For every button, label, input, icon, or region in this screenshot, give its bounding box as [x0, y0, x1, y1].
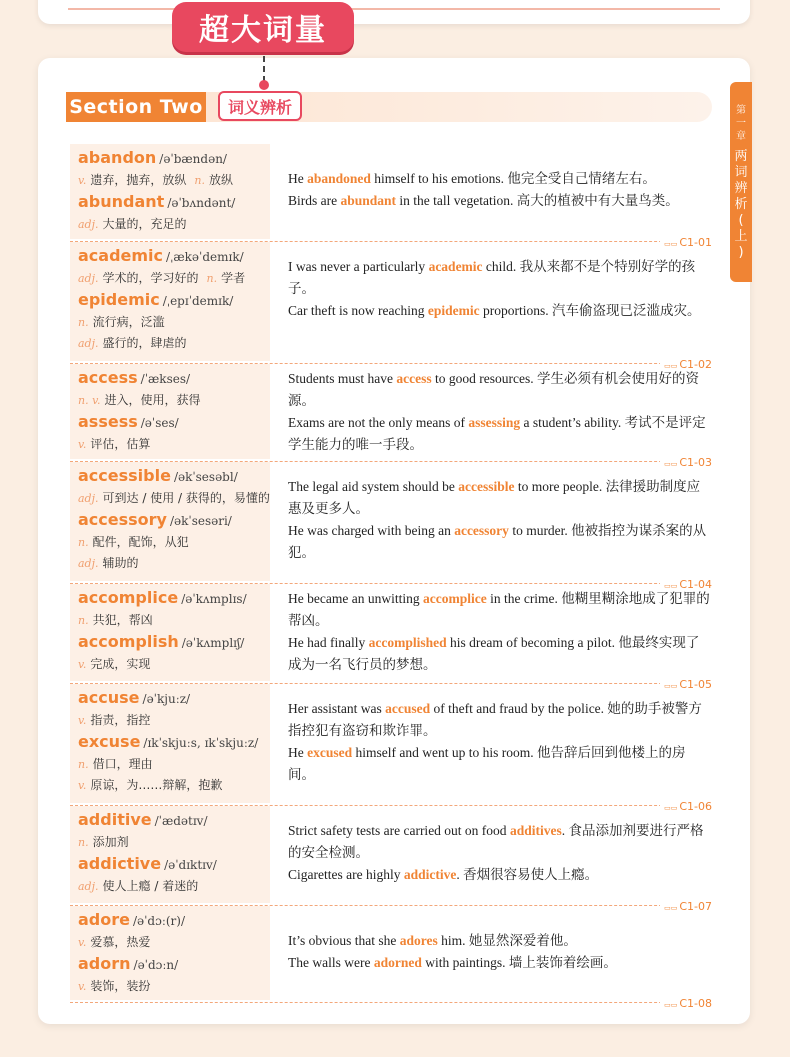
sentence-text: Students must have	[288, 371, 397, 386]
example-sentence	[288, 588, 710, 632]
part-of-speech: v.	[78, 980, 87, 993]
audio-code-label: C1-03	[679, 456, 712, 469]
part-of-speech: adj.	[78, 492, 99, 505]
definition	[78, 391, 201, 408]
chapter-char: 章	[736, 131, 746, 142]
audio-code-label: C1-02	[679, 358, 712, 371]
definition	[78, 533, 232, 550]
phonetic: /ˌækəˈdemɪk/	[166, 250, 244, 264]
sentence-text: He was charged with being an	[288, 523, 455, 538]
part-of-speech: adj.	[78, 218, 99, 231]
sentence-text: . 食品添加剂要进行严格的安全检测。	[288, 823, 704, 860]
word-entry	[78, 910, 185, 950]
highlighted-word: additives	[509, 823, 562, 838]
example-sentence	[288, 412, 710, 456]
word-head	[78, 854, 217, 873]
meaning: 使人上瘾 / 着迷的	[102, 879, 199, 893]
chapter-number	[736, 104, 746, 143]
sentence-text: He had finally	[288, 635, 369, 650]
meaning: 学者	[221, 271, 246, 285]
part-of-speech: adj.	[78, 557, 99, 570]
highlighted-word: accused	[385, 701, 431, 716]
word-entry	[78, 368, 201, 408]
sentence-text: his dream of becoming a pilot. 他最终实现了成为一名飞行员的梦想。	[288, 635, 700, 672]
phonetic: /əkˈsesəri/	[169, 514, 232, 528]
chapter-title-char: 上	[734, 229, 748, 244]
sentence-text: himself to his emotions. 他完全受自己情绪左右。	[370, 171, 656, 186]
word-entry	[78, 246, 245, 286]
example-sentence	[288, 930, 710, 952]
highlighted-word: accomplice	[422, 591, 487, 606]
word-entry	[78, 466, 270, 506]
word-entry	[78, 588, 247, 628]
audio-code-label: C1-07	[679, 900, 712, 913]
audio-icon: ▭▭	[664, 1001, 678, 1009]
example-sentence	[288, 256, 710, 300]
sentence-text: in the crime. 他糊里糊涂地成了犯罪的帮凶。	[288, 591, 710, 628]
divider	[68, 8, 720, 10]
definition	[78, 776, 258, 793]
highlighted-word: accessory	[454, 523, 509, 538]
audio-icon: ▭▭	[664, 682, 678, 690]
definition	[78, 655, 244, 672]
highlighted-word: abundant	[340, 193, 397, 208]
phonetic: /əˈkʌmplɪs/	[181, 592, 247, 606]
chapter-title-char: (	[738, 213, 744, 228]
sentence-text: with paintings. 墙上装饰着绘画。	[421, 955, 617, 970]
chapter-title	[734, 149, 747, 261]
meaning: 可到达 / 使用 / 获得的，易懂的	[102, 491, 270, 505]
highlighted-word: adores	[399, 933, 438, 948]
entry-row	[70, 462, 712, 591]
phonetic: /əˈbʌndənt/	[167, 196, 236, 210]
meaning: 辅助的	[102, 556, 139, 570]
audio-code-label: C1-01	[679, 236, 712, 249]
headword[interactable]: accessory	[78, 510, 167, 529]
highlighted-word: academic	[428, 259, 483, 274]
meaning: 共犯，帮凶	[92, 613, 153, 627]
example-sentences	[288, 820, 710, 886]
highlighted-word: access	[396, 371, 432, 386]
part-of-speech: n.	[206, 272, 218, 285]
word-entry	[78, 412, 179, 452]
phonetic: /ˌepɪˈdemɪk/	[162, 294, 234, 308]
word-head	[78, 192, 235, 211]
part-of-speech: adj.	[78, 880, 99, 893]
phonetic: /əˈses/	[140, 416, 179, 430]
word-head	[78, 368, 201, 387]
word-entry	[78, 810, 208, 850]
part-of-speech: n.	[78, 758, 89, 771]
sentence-text: Exams are not the only means of	[288, 415, 469, 430]
sentence-text: of theft and fraud by the police. 她的助手被警方指控犯有盗窃和欺诈罪。	[288, 701, 702, 738]
meaning: 进入，使用，获得	[104, 393, 201, 407]
audio-code[interactable]	[660, 997, 712, 1010]
highlighted-word: accomplished	[368, 635, 447, 650]
word-entry	[78, 510, 232, 571]
meaning: 配件，配饰，从犯	[92, 535, 189, 549]
example-sentence	[288, 820, 710, 864]
meaning: 装饰，装扮	[90, 979, 151, 993]
sentence-text: He became an unwitting	[288, 591, 423, 606]
meaning: 遗弃，抛弃，放纵	[90, 173, 187, 187]
example-sentences	[288, 698, 710, 786]
sentence-text: to murder. 他被指控为谋杀案的从犯。	[288, 523, 707, 560]
example-sentences	[288, 930, 710, 974]
entry-row	[70, 364, 712, 469]
part-of-speech: v.	[78, 936, 87, 949]
audio-code-label: C1-04	[679, 578, 712, 591]
meaning: 放纵	[209, 173, 234, 187]
headword[interactable]: accuse	[78, 688, 140, 707]
sentence-text: himself and went up to his room. 他告辞后回到他楼上的房间。	[288, 745, 686, 782]
definition	[78, 269, 245, 286]
previous-card	[38, 0, 750, 24]
audio-icon: ▭▭	[664, 582, 678, 590]
part-of-speech: v.	[78, 658, 87, 671]
entry-row	[70, 684, 712, 813]
word-head	[78, 688, 190, 707]
chapter-char: 第	[736, 105, 746, 116]
phonetic: /əˈdɔː(r)/	[132, 914, 186, 928]
audio-icon: ▭▭	[664, 240, 678, 248]
sentence-text: to good resources. 学生必须有机会使用好的资源。	[288, 371, 699, 408]
sentence-text: He	[288, 745, 308, 760]
sentence-text: The legal aid system should be	[288, 479, 459, 494]
meaning: 学术的，学习好的	[102, 271, 199, 285]
sentence-text: He	[288, 171, 308, 186]
word-head	[78, 412, 179, 431]
badge-connector	[263, 56, 265, 82]
headword[interactable]: academic	[78, 246, 164, 265]
example-sentence	[288, 864, 710, 886]
audio-icon: ▭▭	[664, 460, 678, 468]
word-head	[78, 588, 247, 607]
definition	[78, 554, 232, 571]
definition	[78, 171, 233, 188]
chapter-title-char: 析	[734, 197, 748, 212]
audio-icon: ▭▭	[664, 804, 678, 812]
word-entry	[78, 632, 244, 672]
sentence-text: It’s obvious that she	[288, 933, 400, 948]
headword[interactable]: accomplice	[78, 588, 179, 607]
meaning: 完成，实现	[90, 657, 151, 671]
headword[interactable]: abandon	[78, 148, 157, 167]
entry-row	[70, 906, 712, 1010]
entry-row	[70, 242, 712, 371]
example-sentence	[288, 520, 710, 564]
part-of-speech: adj.	[78, 272, 99, 285]
example-sentence	[288, 632, 710, 676]
part-of-speech: v.	[78, 714, 87, 727]
sentence-text: proportions. 汽车偷盗现已泛滥成灾。	[479, 303, 701, 318]
highlighted-word: excused	[307, 745, 353, 760]
phonetic: /əˈdɔːn/	[133, 958, 179, 972]
highlighted-word: accessible	[458, 479, 515, 494]
headword[interactable]: accomplish	[78, 632, 179, 651]
meaning: 指责，指控	[90, 713, 151, 727]
example-sentences	[288, 368, 710, 456]
example-sentences	[288, 168, 710, 212]
meaning: 评估，估算	[90, 437, 151, 451]
sentence-text: a student’s ability. 考试不是评定学生能力的唯一手段。	[288, 415, 706, 452]
sentence-text: Her assistant was	[288, 701, 386, 716]
phonetic: /ˈækses/	[140, 372, 191, 386]
example-sentence	[288, 190, 710, 212]
headword[interactable]: additive	[78, 810, 152, 829]
meaning: 添加剂	[92, 835, 129, 849]
audio-code-label: C1-08	[679, 997, 712, 1010]
part-of-speech: n.	[194, 174, 206, 187]
definition	[78, 711, 190, 728]
example-sentence	[288, 742, 710, 786]
word-entry	[78, 732, 258, 793]
example-sentence	[288, 952, 710, 974]
sentence-text: The walls were	[288, 955, 374, 970]
part-of-speech: v.	[78, 438, 87, 451]
meaning: 大量的，充足的	[102, 217, 187, 231]
headword[interactable]: excuse	[78, 732, 141, 751]
definition	[78, 611, 247, 628]
audio-icon: ▭▭	[664, 904, 678, 912]
highlighted-word: assessing	[468, 415, 521, 430]
definition	[78, 489, 270, 506]
phonetic: /ɪkˈskjuːs, ɪkˈskjuːz/	[143, 736, 259, 750]
word-head	[78, 810, 208, 829]
definition	[78, 933, 185, 950]
sentence-text: Strict safety tests are carried out on food	[288, 823, 510, 838]
part-of-speech: n.	[78, 316, 89, 329]
sentence-text: . 香烟很容易使人上瘾。	[456, 867, 599, 882]
word-head	[78, 954, 178, 973]
example-sentences	[288, 588, 710, 676]
headword[interactable]: addictive	[78, 854, 162, 873]
sentence-text: to more people. 法律援助制度应惠及更多人。	[288, 479, 701, 516]
chapter-title-char: 词	[734, 165, 748, 180]
headword[interactable]: epidemic	[78, 290, 160, 309]
word-entry	[78, 148, 233, 188]
meaning: 原谅，为……辩解，抱歉	[90, 778, 223, 792]
part-of-speech: adj.	[78, 337, 99, 350]
definition	[78, 334, 233, 351]
word-entry	[78, 688, 190, 728]
word-head	[78, 732, 258, 751]
chapter-side-tab[interactable]	[730, 82, 752, 282]
word-head	[78, 290, 233, 309]
section-label: Section Two	[66, 92, 206, 122]
part-of-speech: n.	[78, 614, 89, 627]
highlighted-word: adorned	[373, 955, 422, 970]
example-sentence	[288, 168, 710, 190]
meaning: 爱慕，热爱	[90, 935, 151, 949]
word-head	[78, 246, 245, 265]
headword[interactable]: abundant	[78, 192, 165, 211]
example-sentence	[288, 476, 710, 520]
part-of-speech: n.	[78, 836, 89, 849]
entry-row	[70, 144, 712, 249]
example-sentence	[288, 368, 710, 412]
meaning: 盛行的，肆虐的	[102, 336, 187, 350]
section-subtitle: 词义辨析	[218, 91, 302, 121]
sentence-text: child. 我从来都不是个特别好学的孩子。	[288, 259, 696, 296]
audio-code-label: C1-06	[679, 800, 712, 813]
definition	[78, 833, 208, 850]
headword[interactable]: accessible	[78, 466, 171, 485]
phonetic: /əˈkʌmplɪʃ/	[181, 636, 245, 650]
example-sentence	[288, 698, 710, 742]
word-head	[78, 466, 270, 485]
sentence-text: Car theft is now reaching	[288, 303, 428, 318]
definition	[78, 313, 233, 330]
example-sentences	[288, 476, 710, 564]
word-head	[78, 148, 233, 167]
phonetic: /əkˈsesəbl/	[173, 470, 238, 484]
part-of-speech: n.	[78, 536, 89, 549]
word-entry	[78, 854, 217, 894]
definition	[78, 435, 179, 452]
part-of-speech: v.	[78, 174, 87, 187]
phonetic: /əˈbændən/	[159, 152, 227, 166]
sentence-text: I was never a particularly	[288, 259, 429, 274]
phonetic: /əˈdɪktɪv/	[164, 858, 217, 872]
word-entry	[78, 192, 235, 232]
sentence-text: him. 她显然深爱着他。	[437, 933, 577, 948]
chapter-char: 一	[736, 118, 746, 129]
definition	[78, 215, 235, 232]
part-of-speech: n. v.	[78, 394, 101, 407]
definition	[78, 977, 178, 994]
chapter-title-char: 两	[734, 149, 748, 164]
highlighted-word: abandoned	[307, 171, 371, 186]
chapter-title-char: 辨	[734, 181, 748, 196]
sentence-text: Birds are	[288, 193, 341, 208]
phonetic: /əˈkjuːz/	[142, 692, 191, 706]
entry-row	[70, 584, 712, 691]
meaning: 借口，理由	[92, 757, 153, 771]
sentence-text: Cigarettes are highly	[288, 867, 404, 882]
meaning: 流行病，泛滥	[92, 315, 165, 329]
highlighted-word: addictive	[403, 867, 457, 882]
audio-code-label: C1-05	[679, 678, 712, 691]
phonetic: /ˈædətɪv/	[154, 814, 208, 828]
chapter-title-char: )	[738, 245, 744, 260]
definition	[78, 877, 217, 894]
entry-row	[70, 806, 712, 913]
word-entry	[78, 954, 178, 994]
vocab-badge: 超大词量	[172, 2, 354, 52]
part-of-speech: v.	[78, 779, 87, 792]
word-entry	[78, 290, 233, 351]
badge-dot	[259, 80, 269, 90]
headword[interactable]: adore	[78, 910, 130, 929]
word-head	[78, 910, 185, 929]
highlighted-word: epidemic	[427, 303, 480, 318]
sentence-text: in the tall vegetation. 高大的植被中有大量鸟类。	[396, 193, 679, 208]
word-head	[78, 510, 232, 529]
audio-icon: ▭▭	[664, 362, 678, 370]
word-head	[78, 632, 244, 651]
headword[interactable]: access	[78, 368, 138, 387]
headword[interactable]: assess	[78, 412, 138, 431]
example-sentences	[288, 256, 710, 322]
headword[interactable]: adorn	[78, 954, 131, 973]
definition	[78, 755, 258, 772]
example-sentence	[288, 300, 710, 322]
